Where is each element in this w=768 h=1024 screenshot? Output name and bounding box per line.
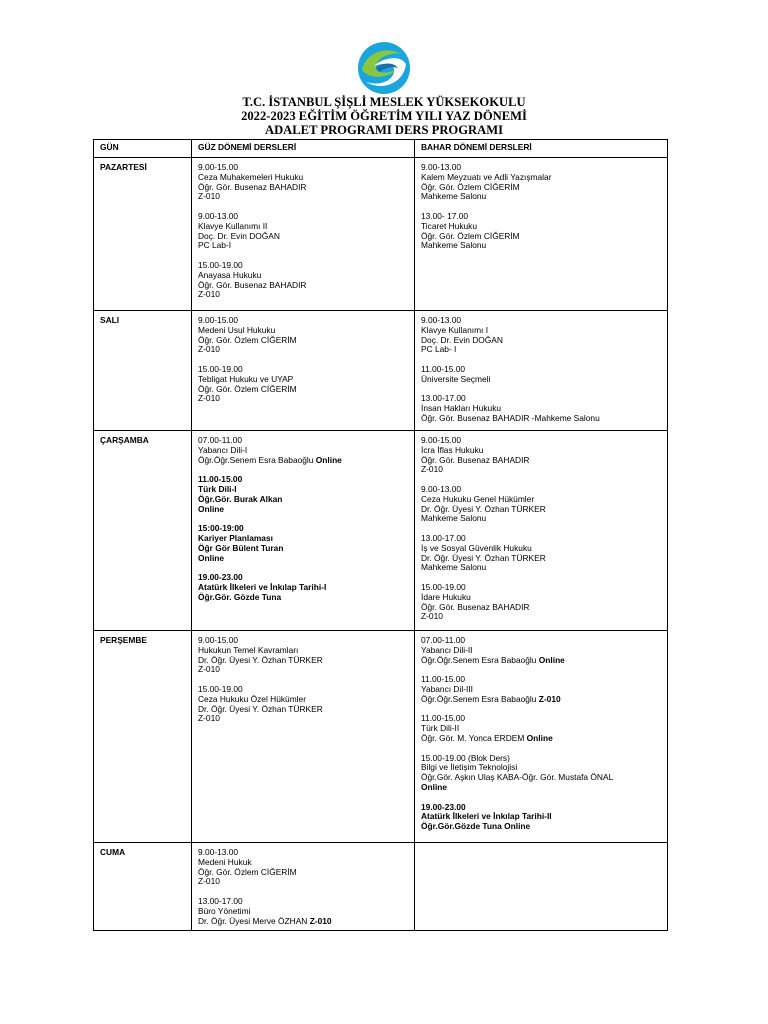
line-text: Z-010 xyxy=(198,191,220,202)
line-text: 11.00-15.00 xyxy=(421,713,466,724)
course-block xyxy=(198,365,414,404)
line-bold-text: 15:00-19:00 xyxy=(198,523,244,534)
line-text: 9.00-15.00 xyxy=(198,635,239,645)
line-text: Anayasa Hukuku xyxy=(198,269,262,280)
line-text: PC Lab- I xyxy=(421,344,457,355)
table-row xyxy=(94,158,668,311)
course-line xyxy=(421,336,667,346)
line-text: Öğr.Gör. Aşkın Ulaş KABA-Öğr. Gör. Mustafa ÖNAL xyxy=(421,772,614,783)
title-school: T.C. İSTANBUL ŞİŞLİ MESLEK YÜKSEKOKULU xyxy=(242,95,526,109)
course-line xyxy=(198,868,414,878)
fall-cell xyxy=(192,631,415,843)
course-block xyxy=(198,436,414,465)
course-line xyxy=(421,603,667,613)
course-line xyxy=(421,695,667,705)
school-logo-icon xyxy=(356,40,412,96)
line-text: Öğr. Gör. Busenaz BAHADIR xyxy=(421,601,530,612)
line-bold-text: Öğr Gör Bülent Turan xyxy=(198,542,284,553)
spring-cell xyxy=(415,158,668,311)
title-program: ADALET PROGRAMI DERS PROGRAMI xyxy=(264,123,503,137)
line-text: Z-010 xyxy=(198,344,220,355)
line-text: 9.00-13.00 xyxy=(421,162,462,172)
line-text: Z-010 xyxy=(198,664,220,675)
line-text: 13.00-17.00 xyxy=(421,532,466,543)
line-text: Bilgi ve İletişim Teknolojisi xyxy=(421,762,518,773)
line-text: Z-010 xyxy=(198,876,220,887)
course-line xyxy=(198,385,414,395)
line-text: 15.00-19.00 xyxy=(198,363,243,374)
course-block xyxy=(198,163,414,202)
course-block xyxy=(421,636,667,665)
course-line xyxy=(198,394,414,404)
course-block xyxy=(198,685,414,724)
line-text: Türk Dili-II xyxy=(421,723,460,734)
line-bold-text: Online xyxy=(198,503,225,514)
title-year: 2022-2023 EĞİTİM ÖĞRETİM YILI YAZ DÖNEMİ xyxy=(241,109,527,123)
line-text: Öğr. Gör. Özlem CİĞERİM xyxy=(421,181,520,192)
course-line xyxy=(421,773,667,783)
line-text: Mahkeme Salonu xyxy=(421,513,487,524)
line-text: Öğr. Gör. Özlem CİĞERİM xyxy=(198,383,297,394)
course-line xyxy=(421,456,667,466)
table-row xyxy=(94,311,668,431)
line-text: Dr. Öğr. Üyesi Y. Özhan TÜRKER xyxy=(198,654,323,665)
course-line xyxy=(421,656,667,666)
line-text: İdare Hukuku xyxy=(421,591,471,602)
line-text: 15.00-19.00 xyxy=(198,259,243,270)
line-text: Klavye Kullanımı II xyxy=(198,220,268,231)
course-line xyxy=(198,554,414,564)
course-line xyxy=(421,612,667,622)
line-text: 13.00- 17.00 xyxy=(421,210,469,221)
course-block xyxy=(421,485,667,524)
spring-cell xyxy=(415,631,668,843)
course-block xyxy=(421,163,667,202)
course-line xyxy=(421,345,667,355)
course-block xyxy=(198,212,414,251)
line-text: 9.00-15.00 xyxy=(198,162,239,172)
line-text: PC Lab-I xyxy=(198,240,232,251)
course-line xyxy=(198,456,414,466)
line-bold-text: Öğr.Gör. Burak Alkan xyxy=(198,493,283,504)
line-bold-text: 11.00-15.00 xyxy=(198,474,243,485)
course-block xyxy=(198,897,414,926)
day-name: PERŞEMBE xyxy=(94,631,192,843)
line-text: Ticaret Hukuku xyxy=(421,220,478,231)
course-line xyxy=(421,563,667,573)
line-text: Dr. Öğr. Üyesi Y. Özhan TÜRKER xyxy=(421,552,546,563)
line-text: İcra İflas Hukuku xyxy=(421,444,484,455)
course-line xyxy=(198,656,414,666)
line-text: Ceza Muhakemeleri Hukuku xyxy=(198,171,304,182)
course-line xyxy=(421,822,667,832)
line-bold-text: Atatürk İlkeleri ve İnkılap Tarihi-I xyxy=(198,581,327,592)
line-text: Öğr. Gör. Busenaz BAHADIR -Mahkeme Salonu xyxy=(421,412,600,423)
header-spring: BAHAR DÖNEMİ DERSLERİ xyxy=(415,140,668,158)
course-line xyxy=(198,183,414,193)
course-block xyxy=(421,436,667,475)
line-text: Dr. Öğr. Üyesi Y. Özhan TÜRKER xyxy=(198,703,323,714)
course-block xyxy=(421,534,667,573)
table-row xyxy=(94,431,668,631)
line-bold-text: 19.00-23.00 xyxy=(198,572,243,583)
line-text: 11.00-15.00 xyxy=(421,363,466,374)
line-text: 9.00-13.00 xyxy=(421,315,462,325)
course-line xyxy=(198,593,414,603)
line-text: Öğr. Gör. Özlem CİĞERİM xyxy=(198,334,297,345)
line-text: Ceza Hukuku Özel Hükümler xyxy=(198,693,306,704)
header-fall: GÜZ DÖNEMİ DERSLERİ xyxy=(192,140,415,158)
line-text: İş ve Sosyal Güvenlik Hukuku xyxy=(421,542,532,553)
line-text: Üniversite Seçmeli xyxy=(421,373,491,384)
line-text: Öğr. Gör. Özlem CİĞERİM xyxy=(198,866,297,877)
fall-cell xyxy=(192,158,415,311)
course-line xyxy=(198,877,414,887)
line-text: Mahkeme Salonu xyxy=(421,240,487,251)
line-bold-text: Online xyxy=(538,654,565,665)
header-day: GÜN xyxy=(94,140,192,158)
line-text: Dr. Öğr. Üyesi Merve ÖZHAN xyxy=(198,915,310,926)
fall-cell xyxy=(192,311,415,431)
line-text: Dr. Öğr. Üyesi Y. Özhan TÜRKER xyxy=(421,503,546,514)
line-text: 15.00-19.00 (Blok Ders) xyxy=(421,752,510,763)
course-line xyxy=(198,505,414,515)
line-bold-text: Öğr.Gör. Gözde Tuna xyxy=(198,591,282,602)
line-text: Mahkeme Salonu xyxy=(421,562,487,573)
line-text: Hukukun Temel Kavramları xyxy=(198,644,299,655)
course-line xyxy=(198,192,414,202)
line-text: 9.00-13.00 xyxy=(421,483,462,494)
line-text: 11.00-15.00 xyxy=(421,674,466,685)
day-name: CUMA xyxy=(94,843,192,931)
line-bold-text: Türk Dili-I xyxy=(198,483,237,494)
line-text: Öğr.Öğr.Senem Esra Babaoğlu xyxy=(198,454,316,465)
course-block xyxy=(198,573,414,602)
course-block xyxy=(421,212,667,251)
line-text: Z-010 xyxy=(198,393,220,404)
course-line xyxy=(198,714,414,724)
course-line xyxy=(198,345,414,355)
line-text: 13.00-17.00 xyxy=(421,393,466,404)
table-row xyxy=(94,843,668,931)
line-text: 9.00-13.00 xyxy=(198,847,239,857)
line-bold-text: Online xyxy=(421,781,448,792)
line-text: Z-010 xyxy=(421,611,443,622)
line-bold-text: Online xyxy=(315,454,342,465)
schedule-table xyxy=(93,139,668,931)
course-line xyxy=(198,495,414,505)
course-block xyxy=(198,848,414,887)
line-text: Kalem Meyzuatı ve Adli Yazışmalar xyxy=(421,171,552,182)
line-text: Tebligat Hukuku ve UYAP xyxy=(198,373,294,384)
course-line xyxy=(198,290,414,300)
course-block xyxy=(421,316,667,355)
line-text: Z-010 xyxy=(198,289,220,300)
course-line xyxy=(198,705,414,715)
line-text: 15.00-19.00 xyxy=(198,683,243,694)
line-text: Öğr.Öğr.Senem Esra Babaoğlu xyxy=(421,693,539,704)
course-line xyxy=(198,281,414,291)
course-line xyxy=(421,241,667,251)
line-text: Öğr.Öğr.Senem Esra Babaoğlu xyxy=(421,654,539,665)
course-block xyxy=(198,636,414,675)
line-bold-text: Kariyer Planlaması xyxy=(198,532,273,543)
course-line xyxy=(421,783,667,793)
line-text: Öğr. Gör. Busenaz BAHADIR xyxy=(198,181,307,192)
fall-cell xyxy=(192,431,415,631)
course-block xyxy=(198,316,414,355)
course-line xyxy=(421,375,667,385)
line-text: 07.00-11.00 xyxy=(198,435,243,445)
table-row xyxy=(94,631,668,843)
line-text: Z-010 xyxy=(198,713,220,724)
course-line xyxy=(421,465,667,475)
line-text: Doç. Dr. Evin DOĞAN xyxy=(421,334,503,345)
header-row xyxy=(94,140,668,158)
line-text: Büro Yönetimi xyxy=(198,905,251,916)
line-text: Yabancı Dili-I xyxy=(198,444,248,455)
line-text: Öğr. Gör. Busenaz BAHADIR xyxy=(198,279,307,290)
line-text: 9.00-15.00 xyxy=(198,315,239,325)
line-bold-text: Öğr.Gör.Gözde Tuna Online xyxy=(421,821,531,832)
line-text: Doç. Dr. Evin DOĞAN xyxy=(198,230,280,241)
course-line xyxy=(421,734,667,744)
spring-cell xyxy=(415,311,668,431)
line-text: Ceza Hukuku Genel Hükümler xyxy=(421,493,535,504)
course-block xyxy=(421,365,667,385)
line-text: 15.00-19.00 xyxy=(421,581,466,592)
course-block xyxy=(198,475,414,514)
line-text: Yabancı Dil-III xyxy=(421,683,473,694)
line-text: Öğr. Gör. Özlem CİĞERİM xyxy=(421,230,520,241)
line-bold-text: Online xyxy=(198,552,225,563)
course-line xyxy=(198,241,414,251)
day-name: SALI xyxy=(94,311,192,431)
course-line xyxy=(421,414,667,424)
course-line xyxy=(198,544,414,554)
line-bold-text: Z-010 xyxy=(538,693,561,704)
course-block xyxy=(421,675,667,704)
line-text: 9.00-15.00 xyxy=(421,435,462,445)
line-text: 13.00-17.00 xyxy=(198,895,243,906)
course-block xyxy=(421,583,667,622)
course-block xyxy=(421,714,667,743)
course-line xyxy=(421,192,667,202)
line-text: Z-010 xyxy=(421,464,443,475)
line-text: İnsan Hakları Hukuku xyxy=(421,403,502,414)
line-text: Öğr. Gör. Busenaz BAHADIR xyxy=(421,454,530,465)
course-line xyxy=(198,917,414,927)
line-bold-text: 19.00-23.00 xyxy=(421,801,466,812)
course-line xyxy=(421,514,667,524)
line-text: 07.00-11.00 xyxy=(421,635,466,645)
course-block xyxy=(421,394,667,423)
course-line xyxy=(198,665,414,675)
line-bold-text: Z-010 xyxy=(309,915,332,926)
line-text: Yabancı Dili-II xyxy=(421,644,473,655)
course-block xyxy=(198,261,414,300)
line-bold-text: Online xyxy=(526,732,553,743)
spring-cell xyxy=(415,431,668,631)
line-text: Klavye Kullanımı I xyxy=(421,324,489,335)
line-bold-text: Atatürk İlkeleri ve İnkılap Tarihi-II xyxy=(421,811,552,822)
line-text: Mahkeme Salonu xyxy=(421,191,487,202)
line-text: Medeni Hukuk xyxy=(198,856,252,867)
course-block xyxy=(198,524,414,563)
line-text: 9.00-13.00 xyxy=(198,210,239,221)
spring-cell xyxy=(415,843,668,931)
line-text: Öğr. Gör. M. Yonca ERDEM xyxy=(421,732,527,743)
day-name: PAZARTESİ xyxy=(94,158,192,311)
course-line xyxy=(198,336,414,346)
course-block xyxy=(421,803,667,832)
line-text: Medeni Usul Hukuku xyxy=(198,324,276,335)
day-name: ÇARŞAMBA xyxy=(94,431,192,631)
course-block xyxy=(421,754,667,793)
fall-cell xyxy=(192,843,415,931)
